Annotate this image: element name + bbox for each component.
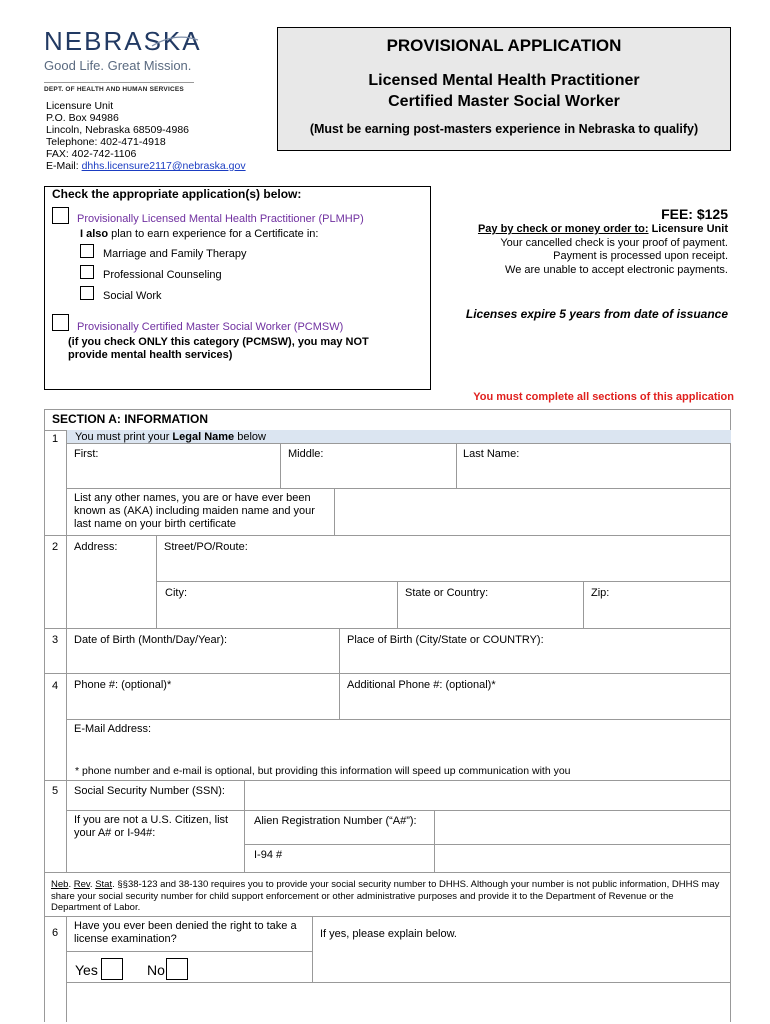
zip-field[interactable] xyxy=(584,582,731,629)
yes-label: Yes xyxy=(75,962,98,978)
no-label: No xyxy=(147,962,165,978)
complete-all-note: You must complete all sections of this application xyxy=(473,391,734,403)
row-num-2: 2 xyxy=(44,536,67,629)
logo-swoosh-icon xyxy=(150,34,200,50)
city-field[interactable] xyxy=(157,582,398,629)
email-link[interactable]: dhhs.licensure2117@nebraska.gov xyxy=(81,160,246,172)
also-rest: plan to earn experience for a Certificate in: xyxy=(108,228,319,240)
pob-field[interactable] xyxy=(340,629,731,674)
fee-block xyxy=(478,223,728,277)
logo-divider xyxy=(44,82,194,83)
middle-name-field[interactable] xyxy=(281,444,457,489)
mft-label: Marriage and Family Therapy xyxy=(103,248,247,260)
expire-note: Licenses expire 5 years from date of issuance xyxy=(465,307,728,321)
phone2-label: Additional Phone #: (optional)* xyxy=(347,679,496,691)
counseling-label: Professional Counseling xyxy=(103,269,222,281)
ssn-label: Social Security Number (SSN): xyxy=(67,781,245,811)
phone-label: Phone #: (optional)* xyxy=(74,679,172,691)
alien-label: Alien Registration Number (“A#”): xyxy=(245,811,435,845)
row-num-1: 1 xyxy=(44,430,67,536)
street-field[interactable] xyxy=(157,536,731,582)
phone2-field[interactable] xyxy=(340,674,731,720)
pay-to: Licensure Unit xyxy=(648,223,728,235)
title-box xyxy=(277,27,731,151)
title-line-2: Certified Master Social Worker xyxy=(388,93,620,110)
page-title: PROVISIONAL APPLICATION xyxy=(386,36,622,55)
also-bold: I also xyxy=(80,228,109,240)
social-work-label: Social Work xyxy=(103,290,162,302)
explain-label: If yes, please explain below. xyxy=(320,928,457,940)
email-label: E-Mail Address: xyxy=(74,723,152,735)
street-label: Street/PO/Route: xyxy=(164,541,248,553)
section-a-title: SECTION A: INFORMATION xyxy=(52,412,208,426)
fee-line-1: Your cancelled check is your proof of payment. xyxy=(500,236,728,249)
last-name-field[interactable] xyxy=(457,444,731,489)
logo-tagline: Good Life. Great Mission. xyxy=(44,58,192,73)
check-heading: Check the appropriate application(s) below: xyxy=(52,187,302,201)
first-name-field[interactable] xyxy=(67,444,281,489)
optional-note: * phone number and e-mail is optional, but providing this information will speed up communication with you xyxy=(75,765,571,777)
contact-line: Licensure Unit xyxy=(46,100,114,112)
explain-field[interactable] xyxy=(313,917,731,983)
email-label: E-Mail: xyxy=(46,160,82,172)
middle-label: Middle: xyxy=(288,448,324,460)
contact-line: Lincoln, Nebraska 68509-4986 xyxy=(46,124,190,136)
pcmsw-checkbox[interactable] xyxy=(52,314,69,331)
state-label: State or Country: xyxy=(405,587,489,599)
ssn-field[interactable] xyxy=(245,781,731,811)
pay-label: Pay by check or money order to: xyxy=(477,223,649,235)
contact-line: Telephone: 402-471-4918 xyxy=(46,136,166,148)
city-label: City: xyxy=(165,587,187,599)
pcmsw-note-1: (if you check ONLY this category (PCMSW), you may NOT xyxy=(68,336,369,348)
legal-name-label: You must print your Legal Name below xyxy=(75,431,266,443)
logo-wordmark: NEBRASKA xyxy=(44,26,202,56)
also-label xyxy=(80,228,318,240)
counseling-checkbox[interactable] xyxy=(80,265,94,279)
fee-line-2: Payment is processed upon receipt. xyxy=(553,250,728,262)
social-work-checkbox[interactable] xyxy=(80,286,94,300)
denied-question: Have you ever been denied the right to take a license examination? xyxy=(67,917,313,952)
first-label: First: xyxy=(74,448,99,460)
pay-line xyxy=(478,223,728,237)
last-label: Last Name: xyxy=(463,448,520,460)
aka-label: List any other names, you are or have ever been known as (AKA) including maiden name and your last name on your birth certificate xyxy=(67,489,335,536)
alien-field[interactable] xyxy=(435,811,731,845)
title-line-1: Licensed Mental Health Practitioner xyxy=(368,72,640,89)
address-label: Address: xyxy=(67,536,157,629)
dob-field[interactable] xyxy=(67,629,340,674)
noncitizen-label: If you are not a U.S. Citizen, list your A# or I-94#: xyxy=(67,811,245,873)
statute-note: Neb. Rev. Stat. §§38-123 and 38-130 requires you to provide your social security number to DHHS. Although your number is not public information, DHHS may share your social security number for child support enforcement or other administrative purposes and provide it to the Department of Revenue or the Department of Labor. xyxy=(44,873,731,917)
contact-block xyxy=(46,100,246,172)
logo-dept: DEPT. OF HEALTH AND HUMAN SERVICES xyxy=(44,86,184,93)
row-num-3: 3 xyxy=(44,629,67,674)
row-num-4: 4 xyxy=(44,674,67,781)
aka-field[interactable] xyxy=(335,489,731,536)
pcmsw-note-2: provide mental health services) xyxy=(68,349,233,361)
plmhp-checkbox[interactable] xyxy=(52,207,69,224)
pob-label: Place of Birth (City/State or COUNTRY): xyxy=(347,634,544,646)
contact-email-line xyxy=(46,160,246,172)
i94-label: I-94 # xyxy=(245,845,435,873)
dob-label: Date of Birth (Month/Day/Year): xyxy=(74,634,228,646)
contact-line: FAX: 402-742-1106 xyxy=(46,148,137,160)
mft-checkbox[interactable] xyxy=(80,244,94,258)
fee-label: FEE: $125 xyxy=(661,206,728,222)
yes-checkbox[interactable] xyxy=(101,958,123,980)
plmhp-label: Provisionally Licensed Mental Health Practitioner (PLMHP) xyxy=(77,213,364,225)
no-checkbox[interactable] xyxy=(166,958,188,980)
phone-field[interactable] xyxy=(67,674,340,720)
state-field[interactable] xyxy=(398,582,584,629)
row-num-6: 6 xyxy=(44,917,67,1022)
row-num-5: 5 xyxy=(44,781,67,873)
i94-field[interactable] xyxy=(435,845,731,873)
pcmsw-label: Provisionally Certified Master Social Worker (PCMSW) xyxy=(77,321,344,333)
title-note: (Must be earning post-masters experience in Nebraska to qualify) xyxy=(309,122,699,136)
contact-line: P.O. Box 94986 xyxy=(46,112,119,124)
fee-line-3: We are unable to accept electronic payments. xyxy=(505,263,728,276)
zip-label: Zip: xyxy=(591,587,610,599)
